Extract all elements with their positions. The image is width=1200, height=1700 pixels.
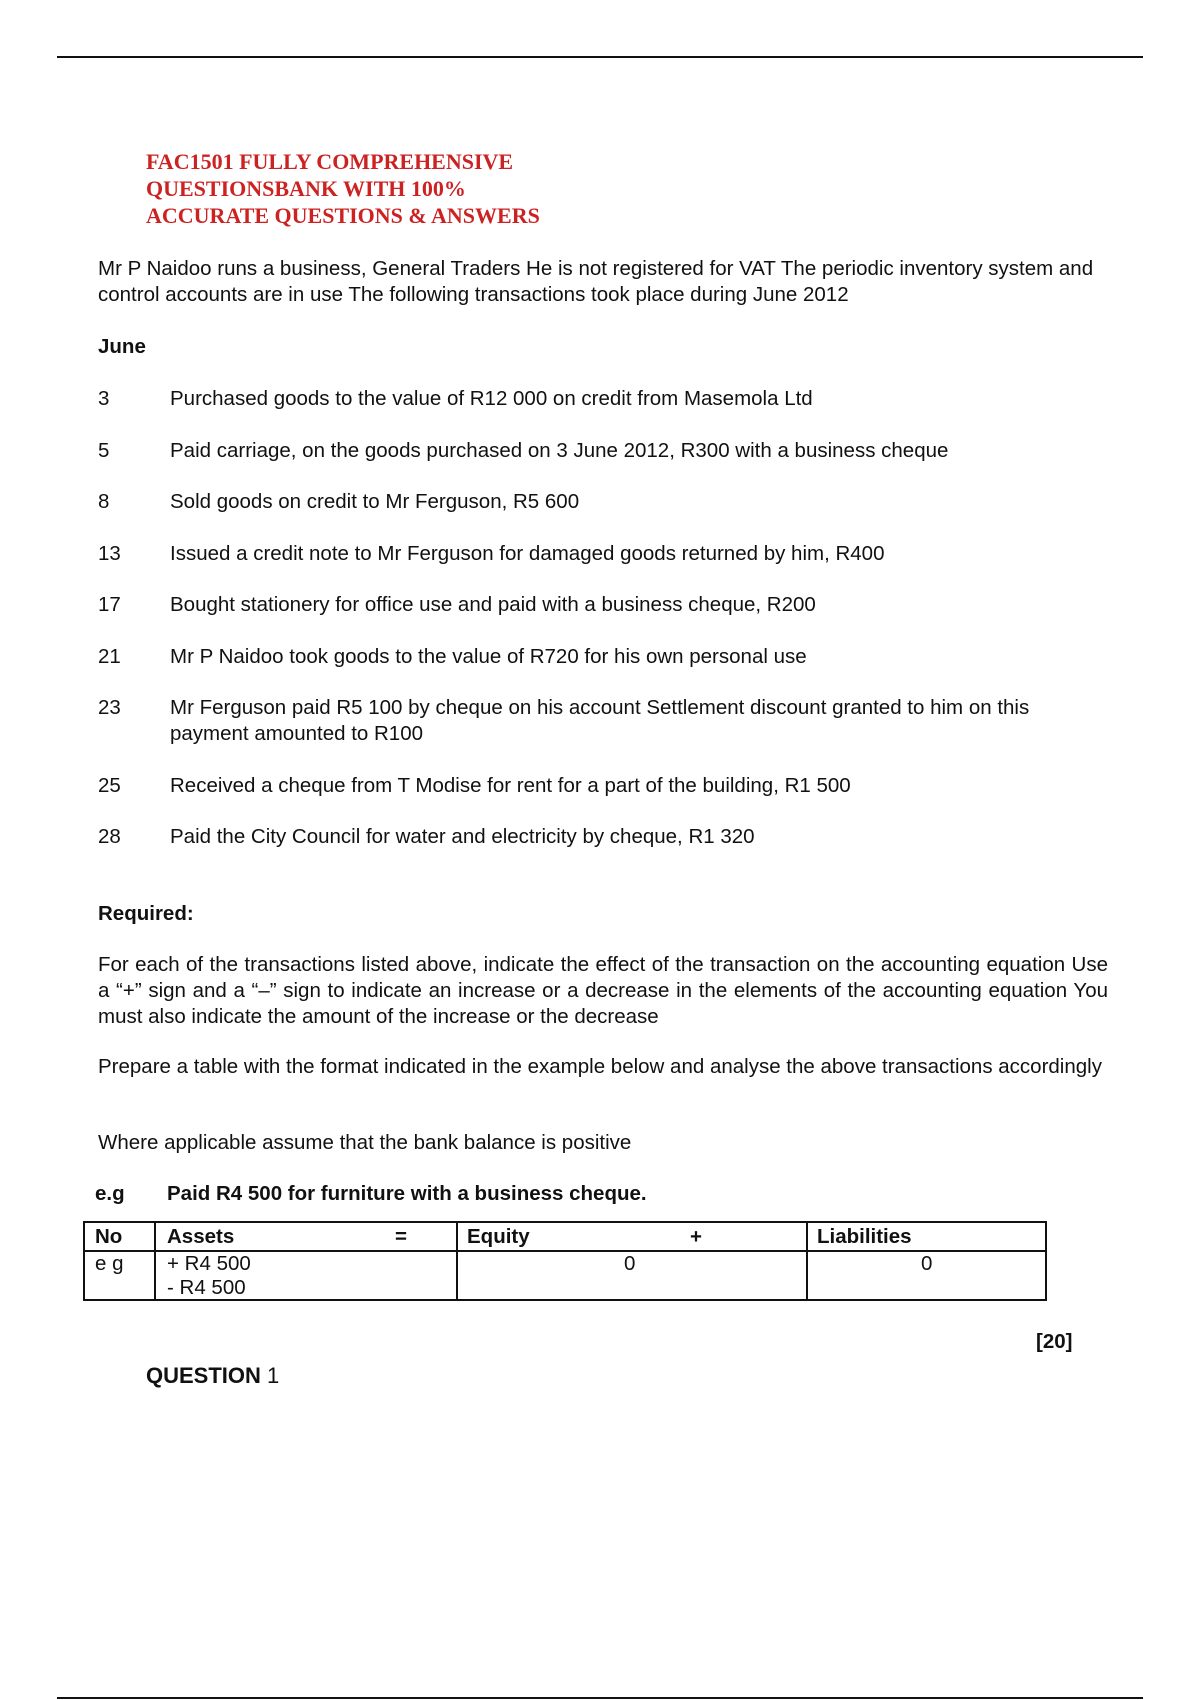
table-column-divider — [456, 1223, 458, 1299]
transaction-day: 5 — [98, 439, 110, 462]
header-equals: = — [395, 1225, 407, 1248]
row-no: e g — [95, 1252, 124, 1275]
transaction-day: 13 — [98, 542, 121, 565]
header-assets: Assets — [167, 1225, 235, 1248]
transaction-day: 21 — [98, 645, 121, 668]
transaction-text: Bought stationery for office use and paid with a business cheque, R200 — [170, 593, 816, 616]
transaction-day: 8 — [98, 490, 110, 513]
row-equity: 0 — [624, 1252, 636, 1275]
transaction-day: 23 — [98, 696, 121, 719]
transaction-text: Mr Ferguson paid R5 100 by cheque on his account Settlement discount granted to him on this payment amounted to R100 — [170, 696, 1030, 745]
row-assets-increase: + R4 500 — [167, 1252, 251, 1275]
table-column-divider — [154, 1223, 156, 1299]
accounting-equation-table — [83, 1221, 1047, 1301]
question-heading — [146, 1363, 279, 1389]
marks-total: [20] — [1036, 1330, 1073, 1353]
question-number: 1 — [267, 1363, 280, 1388]
title-line-2: QUESTIONSBANK WITH 100% — [146, 176, 466, 201]
row-assets-decrease: - R4 500 — [167, 1276, 246, 1299]
top-rule — [57, 56, 1143, 58]
instruction-paragraph: Prepare a table with the format indicated in the example below and analyse the above transactions accordingly — [98, 1055, 1102, 1078]
transaction-text: Sold goods on credit to Mr Ferguson, R5 600 — [170, 490, 580, 513]
instruction-paragraph: For each of the transactions listed above, indicate the effect of the transaction on the accounting equation Use a “+” sign and a “–” sign to indicate an increase or a decrease in the elements of the accounting equation You must also indicate the amount of the increase or the decrease — [98, 953, 1108, 1028]
title-line-1: FAC1501 FULLY COMPREHENSIVE — [146, 149, 514, 174]
transaction-day: 25 — [98, 774, 121, 797]
transaction-day: 17 — [98, 593, 121, 616]
header-liabilities: Liabilities — [817, 1225, 912, 1248]
month-heading: June — [98, 335, 146, 358]
document-title — [146, 148, 540, 229]
table-column-divider — [806, 1223, 808, 1299]
transaction-text: Issued a credit note to Mr Ferguson for damaged goods returned by him, R400 — [170, 542, 885, 565]
header-no: No — [95, 1225, 123, 1248]
transaction-day: 3 — [98, 387, 110, 410]
header-plus: + — [690, 1225, 702, 1248]
question-label: QUESTION — [146, 1363, 261, 1388]
transaction-text: Paid carriage, on the goods purchased on 3 June 2012, R300 with a business cheque — [170, 439, 949, 462]
transaction-text: Purchased goods to the value of R12 000 on credit from Masemola Ltd — [170, 387, 813, 410]
bottom-rule — [57, 1697, 1143, 1699]
transaction-text: Received a cheque from T Modise for rent for a part of the building, R1 500 — [170, 774, 851, 797]
intro-paragraph: Mr P Naidoo runs a business, General Traders He is not registered for VAT The periodic inventory system and control accounts are in use The following transactions took place during June 2012 — [98, 257, 1094, 306]
transaction-text: Paid the City Council for water and electricity by cheque, R1 320 — [170, 825, 755, 848]
example-label: e.g — [95, 1182, 125, 1205]
required-heading: Required: — [98, 902, 194, 925]
transaction-day: 28 — [98, 825, 121, 848]
title-line-3: ACCURATE QUESTIONS & ANSWERS — [146, 203, 540, 228]
header-equity: Equity — [467, 1225, 530, 1248]
row-liabilities: 0 — [921, 1252, 933, 1275]
instruction-paragraph: Where applicable assume that the bank balance is positive — [98, 1131, 632, 1154]
transaction-text: Mr P Naidoo took goods to the value of R720 for his own personal use — [170, 645, 807, 668]
example-text: Paid R4 500 for furniture with a business cheque. — [167, 1182, 647, 1205]
